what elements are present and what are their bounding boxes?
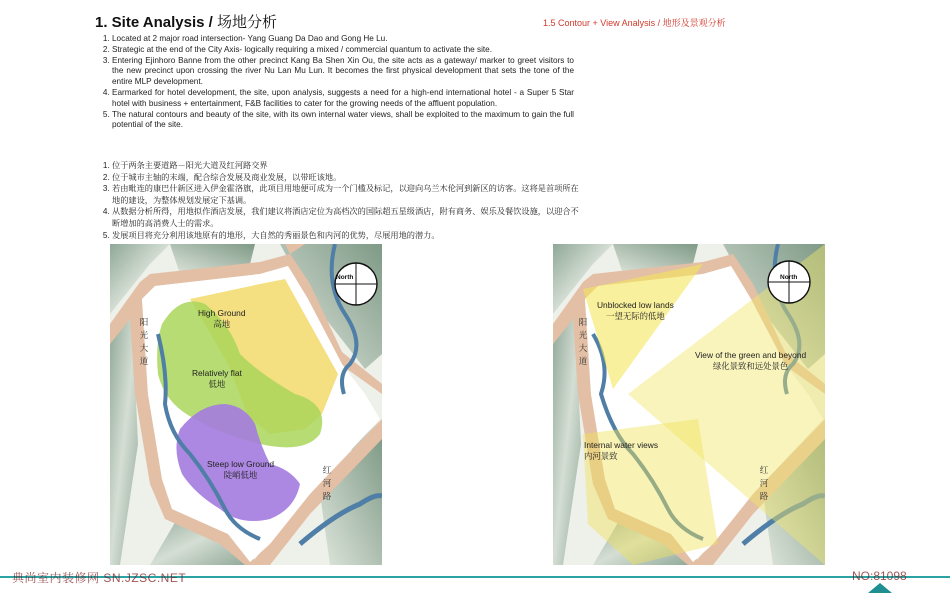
- lowlands-label: [597, 300, 674, 322]
- watermark-left: 典尚室内装修网 SN.JZSC.NET: [12, 571, 187, 585]
- road-label-right: [759, 464, 769, 503]
- road-char: 阳: [578, 317, 588, 327]
- view-label-cn: 一望无际的低地: [606, 311, 665, 321]
- page-marker: [868, 583, 892, 593]
- title-en: 1. Site Analysis /: [95, 14, 217, 31]
- road-label-left: [139, 316, 149, 368]
- view-map: [553, 244, 825, 565]
- page-title: [95, 11, 277, 32]
- road-label-left: [578, 316, 588, 368]
- view-label-en: View of the green and beyond: [695, 350, 807, 360]
- road-char: 阳: [139, 317, 149, 327]
- title-cn: 场地分析: [217, 14, 278, 31]
- contour-map: [110, 244, 382, 565]
- zone-label-en: Relatively flat: [192, 368, 242, 378]
- road-char: 河: [322, 478, 332, 488]
- list-item: 1. Located at 2 major road intersection- Yang Guang Da Dao and Gong He Lu.: [112, 34, 574, 45]
- watermark-right: NO:81098: [852, 569, 907, 583]
- steep-ground-label: [207, 459, 274, 481]
- list-item: 1. 位于两条主要道路－阳光大道及红河路交界: [112, 160, 582, 172]
- list-item: 2. 位于城市主轴的末端，配合综合发展及商业发展，以带旺该地。: [112, 172, 582, 184]
- view-label-cn: 内河景致: [584, 451, 618, 461]
- green-view-label: [695, 350, 806, 372]
- north-label: North: [336, 274, 354, 281]
- list-item: 5. 发展项目将充分利用该地原有的地形，大自然的秀丽景色和内河的优势，尽展用地的潜力。: [112, 230, 582, 242]
- view-map-graphic: [553, 244, 825, 565]
- road-label-right: [322, 464, 332, 503]
- zone-label-en: High Ground: [198, 308, 246, 318]
- zone-label-cn: 高地: [213, 319, 231, 329]
- road-char: 红: [322, 465, 332, 475]
- zone-label-cn: 陡峭低地: [223, 470, 258, 480]
- zone-label-cn: 低地: [208, 379, 226, 389]
- road-char: 路: [759, 491, 769, 501]
- view-label-en: Internal water views: [584, 440, 659, 450]
- road-char: 大: [578, 343, 588, 353]
- list-item: 2. Strategic at the end of the City Axis- logically requiring a mixed / commercial quantum to activate the site.: [112, 45, 574, 56]
- water-view-label: [584, 440, 658, 462]
- road-char: 红: [759, 465, 769, 475]
- list-item: 5. The natural contours and beauty of the site, with its own internal water views, shall be exploited to the maximum to gain the full potential of the site.: [112, 110, 574, 132]
- flat-ground-label: [192, 368, 242, 390]
- road-char: 河: [759, 478, 769, 488]
- north-label: North: [780, 274, 798, 281]
- section-label: 1.5 Contour + View Analysis / 地形及景观分析: [543, 18, 726, 28]
- view-label-en: Unblocked low lands: [597, 300, 674, 310]
- road-char: 路: [322, 491, 332, 501]
- list-item: 4. 从数据分析所得，用地拟作酒店发展，我们建议将酒店定位为高档次的国际超五星级酒店，附有商务、娱乐及餐饮设施，以迎合不断增加的高消费人士的需求。: [112, 206, 582, 229]
- contour-map-graphic: [110, 244, 382, 565]
- list-item: 3. Entering Ejinhoro Banne from the other precinct Kang Ba Shen Xin Ou, the site acts as a gateway/ marker to greet visitors to the new precinct upon crossing the river Nu Lan Mu Lun. It becomes the first physical development that sets the tone of the entire MLP development.: [112, 56, 574, 88]
- high-ground-label: [198, 308, 246, 330]
- road-char: 光: [578, 330, 588, 340]
- analysis-list-cn: [98, 160, 582, 241]
- analysis-list-en: [98, 34, 574, 131]
- road-char: 道: [578, 356, 588, 366]
- road-char: 道: [139, 356, 149, 366]
- list-item: 4. Earmarked for hotel development, the site, upon analysis, suggests a need for a high-end international hotel - a Super 5 Star hotel with business + entertainment, F&B facilities to cater for the growing needs of the affluent population.: [112, 88, 574, 110]
- view-label-cn: 绿化景致和远处景色: [712, 361, 789, 371]
- road-char: 大: [139, 343, 149, 353]
- list-item: 3. 若由毗连的康巴什新区进入伊金霍洛旗，此项目用地便可成为一个门槛及标记，以迎向乌兰木伦河到新区的访客。这将是首项所在地的建设，为整体规划发展定下基调。: [112, 183, 582, 206]
- zone-label-en: Steep low Ground: [207, 459, 275, 469]
- road-char: 光: [139, 330, 149, 340]
